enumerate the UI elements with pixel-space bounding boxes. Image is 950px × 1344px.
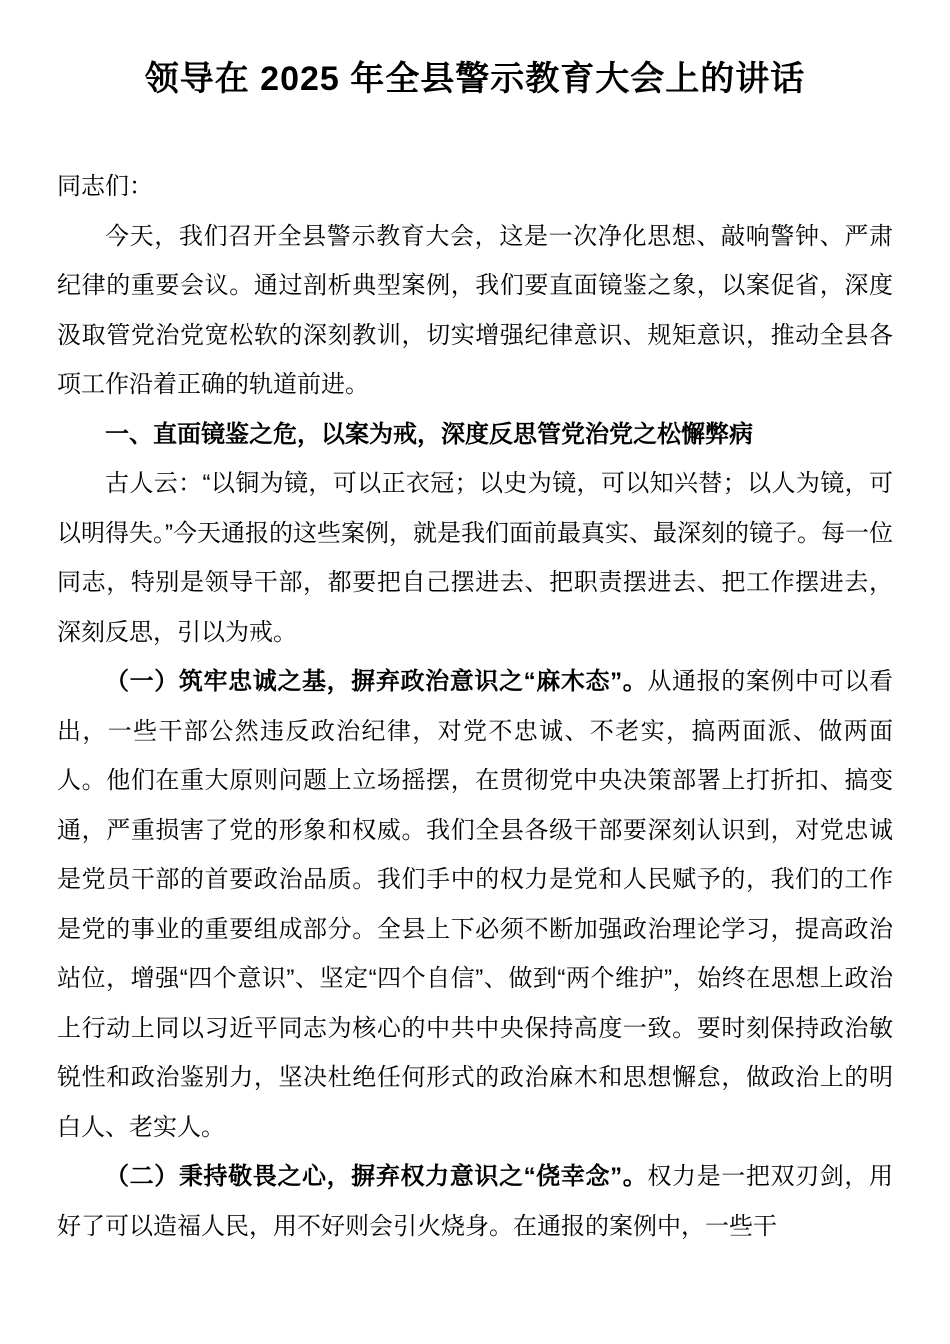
- document-body: [57, 162, 893, 1251]
- salutation: 同志们：: [57, 173, 153, 200]
- document-content: [0, 56, 950, 1251]
- paragraph-intro: 今天，我们召开全县警示教育大会，这是一次净化思想、敲响警钟、严肃纪律的重要会议。通过剖析典型案例，我们要直面镜鉴之象，以案促省，深度汲取管党治党宽松软的深刻教训，切实增强纪律意识、规矩意识，推动全县各项工作沿着正确的轨道前进。: [57, 222, 893, 398]
- paragraph-point-1: [57, 657, 893, 1152]
- paragraph-mirror-quote: 古人云：“以铜为镜，可以正衣冠；以史为镜，可以知兴替；以人为镜，可以明得失。”今天通报的这些案例，就是我们面前最真实、最深刻的镜子。每一位同志，特别是领导干部，都要把自己摆进去、把职责摆进去、把工作摆进去，深刻反思，引以为戒。: [57, 470, 893, 646]
- section-1-heading: 一、直面镜鉴之危，以案为戒，深度反思管党治党之松懈弊病: [105, 420, 753, 448]
- point-1-text: 从通报的案例中可以看出，一些干部公然违反政治纪律，对党不忠诚、不老实，搞两面派、做两面人。他们在重大原则问题上立场摇摆，在贯彻党中央决策部署上打折扣、搞变通，严重损害了党的形象和权威。我们全县各级干部要深刻认识到，对党忠诚是党员干部的首要政治品质。我们手中的权力是党和人民赋予的，我们的工作是党的事业的重要组成部分。全县上下必须不断加强政治理论学习，提高政治站位，增强“四个意识”、坚定“四个自信”、做到“两个维护”，始终在思想上政治上行动上同以习近平同志为核心的中共中央保持高度一致。要时刻保持政治敏锐性和政治鉴别力，坚决杜绝任何形式的政治麻木和思想懈怠，做政治上的明白人、老实人。: [57, 668, 893, 1141]
- paragraph-point-2: [57, 1152, 893, 1251]
- point-2-text: 权力是一把双刃剑，用好了可以造福人民，用不好则会引火烧身。在通报的案例中，一些干: [57, 1163, 893, 1240]
- point-1-lead: （一）筑牢忠诚之基，摒弃政治意识之“麻木态”。: [105, 668, 648, 695]
- point-2-lead: （二）秉持敬畏之心，摒弃权力意识之“侥幸念”。: [105, 1163, 648, 1190]
- document-title: 领导在 2025 年全县警示教育大会上的讲话: [144, 60, 806, 98]
